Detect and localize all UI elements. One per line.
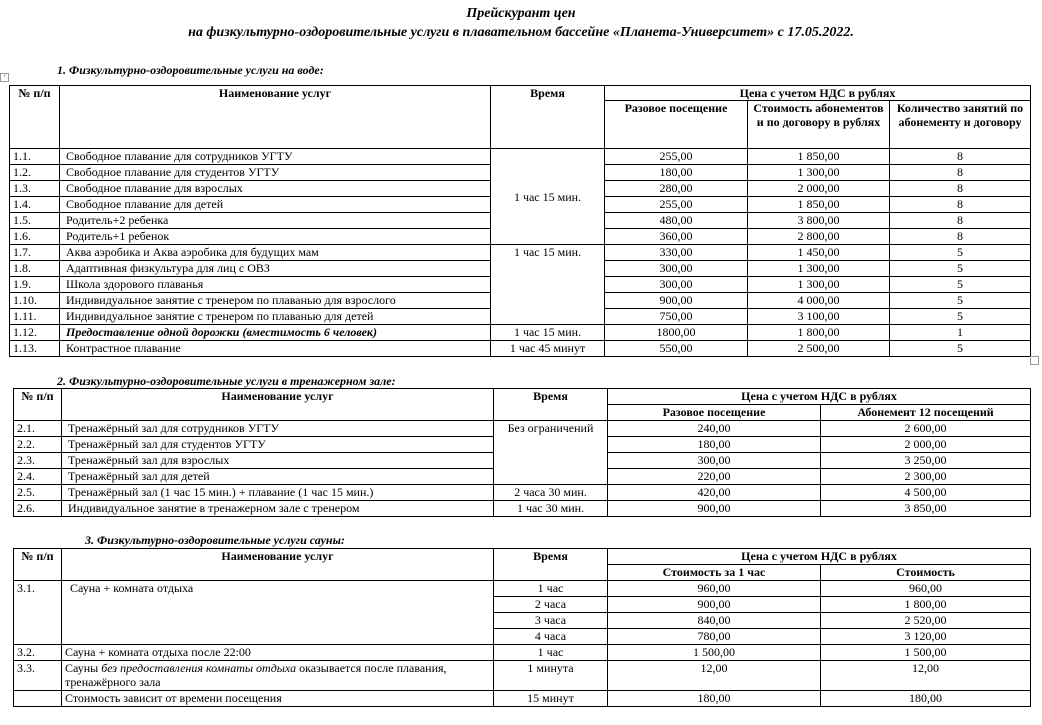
row-abon: 2 300,00 <box>821 469 1031 485</box>
col-name-header: Наименование услуг <box>62 549 494 581</box>
row-name: Тренажёрный зал (1 час 15 мин.) + плавание (1 час 15 мин.) <box>62 485 494 501</box>
row-name: Аква аэробика и Аква аэробика для будущих мам <box>60 245 491 261</box>
name-italic-part: без предоставления комнаты отдыха <box>101 661 297 675</box>
col-name-header: Наименование услуг <box>60 86 491 149</box>
col-num-header: № п/п <box>14 549 62 581</box>
row-num: 1.6. <box>10 229 60 245</box>
table-row <box>10 149 1031 165</box>
row-time: 1 час 15 мин. <box>491 325 605 341</box>
row-time: 1 час 15 мин. <box>491 149 605 245</box>
table-row <box>10 245 1031 261</box>
row-num: 1.11. <box>10 309 60 325</box>
row-abon: 1 300,00 <box>748 277 890 293</box>
row-num: 2.6. <box>14 501 62 517</box>
row-name: Адаптивная физкультура для лиц с ОВЗ <box>60 261 491 277</box>
col-price-header: Цена с учетом НДС в рублях <box>605 86 1031 101</box>
row-name: Предоставление одной дорожки (вместимость 6 человек) <box>60 325 491 341</box>
row-num: 1.13. <box>10 341 60 357</box>
row-time: 1 час 30 мин. <box>494 501 608 517</box>
row-time: 1 час 45 минут <box>491 341 605 357</box>
row-single: 255,00 <box>605 149 748 165</box>
col-time-header: Время <box>494 389 608 421</box>
row-name: Сауна + комната отдыха после 22:00 <box>62 645 494 661</box>
table-row <box>14 501 1031 517</box>
row-per-hour: 840,00 <box>608 613 821 629</box>
row-per-hour: 780,00 <box>608 629 821 645</box>
row-name: Школа здорового плаванья <box>60 277 491 293</box>
row-single: 360,00 <box>605 229 748 245</box>
col-abon-header: Абонемент 12 посещений <box>821 405 1031 421</box>
row-per-hour: 180,00 <box>608 691 821 707</box>
row-count: 8 <box>890 197 1031 213</box>
row-name: Индивидуальное занятие с тренером по плаванью для взрослого <box>60 293 491 309</box>
row-name: Тренажёрный зал для взрослых <box>62 453 494 469</box>
row-num: 3.2. <box>14 645 62 661</box>
col-name-header: Наименование услуг <box>62 389 494 421</box>
row-name: Родитель+2 ребенка <box>60 213 491 229</box>
row-num: 3.3. <box>14 661 62 691</box>
row-name: Индивидуальное занятие с тренером по плаванью для детей <box>60 309 491 325</box>
table-row <box>14 691 1031 707</box>
row-per-hour: 1 500,00 <box>608 645 821 661</box>
row-time: 1 час 15 мин. <box>491 245 605 325</box>
row-abon: 2 800,00 <box>748 229 890 245</box>
row-single: 240,00 <box>608 421 821 437</box>
name-part: оказывается после плавания, тренажёрного зала <box>65 661 447 689</box>
table-resize-handle[interactable] <box>1030 356 1039 365</box>
row-time: 2 часа 30 мин. <box>494 485 608 501</box>
row-num: 2.2. <box>14 437 62 453</box>
row-num: 2.3. <box>14 453 62 469</box>
row-time: 1 час <box>494 645 608 661</box>
row-single: 180,00 <box>605 165 748 181</box>
row-single: 480,00 <box>605 213 748 229</box>
table-row <box>10 341 1031 357</box>
row-num: 1.4. <box>10 197 60 213</box>
col-price-header: Цена с учетом НДС в рублях <box>608 389 1031 405</box>
row-num: 2.5. <box>14 485 62 501</box>
row-time: 1 час <box>494 581 608 597</box>
row-num <box>14 691 62 707</box>
table-row <box>14 661 1031 691</box>
row-per-hour: 960,00 <box>608 581 821 597</box>
row-single: 550,00 <box>605 341 748 357</box>
row-single: 300,00 <box>605 277 748 293</box>
row-count: 5 <box>890 293 1031 309</box>
row-single: 1800,00 <box>605 325 748 341</box>
row-single: 180,00 <box>608 437 821 453</box>
row-per-hour: 12,00 <box>608 661 821 691</box>
row-num: 1.12. <box>10 325 60 341</box>
row-num: 1.9. <box>10 277 60 293</box>
row-single: 300,00 <box>605 261 748 277</box>
row-num: 1.8. <box>10 261 60 277</box>
row-count: 5 <box>890 245 1031 261</box>
row-num: 1.1. <box>10 149 60 165</box>
row-count: 5 <box>890 261 1031 277</box>
row-name: Свободное плавание для сотрудников УГТУ <box>60 149 491 165</box>
row-abon: 1 450,00 <box>748 245 890 261</box>
row-num: 3.1. <box>14 581 62 645</box>
row-count: 5 <box>890 277 1031 293</box>
col-single-header: Разовое посещение <box>605 101 748 149</box>
row-num: 2.4. <box>14 469 62 485</box>
row-name: Стоимость зависит от времени посещения <box>62 691 494 707</box>
row-time: 4 часа <box>494 629 608 645</box>
row-name: Свободное плавание для детей <box>60 197 491 213</box>
section-3-heading: 3. Физкультурно-оздоровительные услуги сауны: <box>85 533 345 547</box>
row-abon: 4 500,00 <box>821 485 1031 501</box>
section-1-heading: 1. Физкультурно-оздоровительные услуги на воде: <box>57 63 324 77</box>
row-name: Свободное плавание для студентов УГТУ <box>60 165 491 181</box>
row-single: 420,00 <box>608 485 821 501</box>
col-single-header: Разовое посещение <box>608 405 821 421</box>
col-count-header: Количество занятий по абонементу и договору <box>890 101 1031 149</box>
row-cost: 1 500,00 <box>821 645 1031 661</box>
row-abon: 2 000,00 <box>748 181 890 197</box>
row-abon: 2 000,00 <box>821 437 1031 453</box>
row-abon: 3 250,00 <box>821 453 1031 469</box>
row-count: 8 <box>890 229 1031 245</box>
row-abon: 3 100,00 <box>748 309 890 325</box>
table-row <box>14 645 1031 661</box>
row-abon: 2 600,00 <box>821 421 1031 437</box>
col-num-header: № п/п <box>10 86 60 149</box>
row-name: Тренажёрный зал для сотрудников УГТУ <box>62 421 494 437</box>
row-num: 1.3. <box>10 181 60 197</box>
row-name: Родитель+1 ребенок <box>60 229 491 245</box>
row-count: 8 <box>890 149 1031 165</box>
row-time: 3 часа <box>494 613 608 629</box>
row-name: Свободное плавание для взрослых <box>60 181 491 197</box>
row-count: 8 <box>890 181 1031 197</box>
table-sauna-services <box>13 548 1031 707</box>
name-part: Сауны <box>65 661 102 675</box>
row-name: Тренажёрный зал для детей <box>62 469 494 485</box>
table-row <box>14 485 1031 501</box>
table-row <box>14 421 1031 437</box>
row-cost: 2 520,00 <box>821 613 1031 629</box>
row-single: 900,00 <box>608 501 821 517</box>
row-num: 1.5. <box>10 213 60 229</box>
section-2-heading: 2. Физкультурно-оздоровительные услуги в тренажерном зале: <box>57 374 396 388</box>
row-time: Без ограничений <box>494 421 608 485</box>
table-move-handle[interactable]: + <box>0 73 9 82</box>
row-count: 5 <box>890 309 1031 325</box>
row-cost: 3 120,00 <box>821 629 1031 645</box>
row-name: Тренажёрный зал для студентов УГТУ <box>62 437 494 453</box>
row-time: 15 минут <box>494 691 608 707</box>
table-row <box>14 581 1031 597</box>
row-abon: 2 500,00 <box>748 341 890 357</box>
row-cost: 180,00 <box>821 691 1031 707</box>
row-abon: 1 850,00 <box>748 149 890 165</box>
col-abon-header: Стоимость абонементов и по договору в рублях <box>748 101 890 149</box>
row-single: 300,00 <box>608 453 821 469</box>
row-name: Индивидуальное занятие в тренажерном зале с тренером <box>62 501 494 517</box>
col-per-hour-header: Стоимость за 1 час <box>608 565 821 581</box>
row-single: 280,00 <box>605 181 748 197</box>
row-abon: 1 800,00 <box>748 325 890 341</box>
row-abon: 3 800,00 <box>748 213 890 229</box>
row-num: 2.1. <box>14 421 62 437</box>
row-cost: 960,00 <box>821 581 1031 597</box>
doc-title: Прейскурант цен <box>466 6 576 21</box>
col-time-header: Время <box>491 86 605 149</box>
row-time: 2 часа <box>494 597 608 613</box>
row-count: 8 <box>890 213 1031 229</box>
row-single: 255,00 <box>605 197 748 213</box>
col-price-header: Цена с учетом НДС в рублях <box>608 549 1031 565</box>
col-cost-header: Стоимость <box>821 565 1031 581</box>
row-num: 1.10. <box>10 293 60 309</box>
row-num: 1.7. <box>10 245 60 261</box>
table-water-services <box>9 85 1031 357</box>
row-name: Сауна + комната отдыха <box>62 581 494 645</box>
row-name <box>62 661 494 691</box>
row-time: 1 минута <box>494 661 608 691</box>
row-single: 330,00 <box>605 245 748 261</box>
row-abon: 3 850,00 <box>821 501 1031 517</box>
row-abon: 4 000,00 <box>748 293 890 309</box>
row-single: 220,00 <box>608 469 821 485</box>
row-abon: 1 300,00 <box>748 261 890 277</box>
row-per-hour: 900,00 <box>608 597 821 613</box>
row-cost: 1 800,00 <box>821 597 1031 613</box>
row-count: 1 <box>890 325 1031 341</box>
row-single: 900,00 <box>605 293 748 309</box>
row-abon: 1 300,00 <box>748 165 890 181</box>
col-num-header: № п/п <box>14 389 62 421</box>
row-num: 1.2. <box>10 165 60 181</box>
row-name: Контрастное плавание <box>60 341 491 357</box>
row-abon: 1 850,00 <box>748 197 890 213</box>
table-gym-services <box>13 388 1031 517</box>
row-count: 8 <box>890 165 1031 181</box>
row-single: 750,00 <box>605 309 748 325</box>
col-time-header: Время <box>494 549 608 581</box>
row-count: 5 <box>890 341 1031 357</box>
row-cost: 12,00 <box>821 661 1031 691</box>
table-row <box>10 325 1031 341</box>
doc-subtitle: на физкультурно-оздоровительные услуги в плавательном бассейне «Планета-Университет» с 17.05.2022. <box>188 25 854 40</box>
